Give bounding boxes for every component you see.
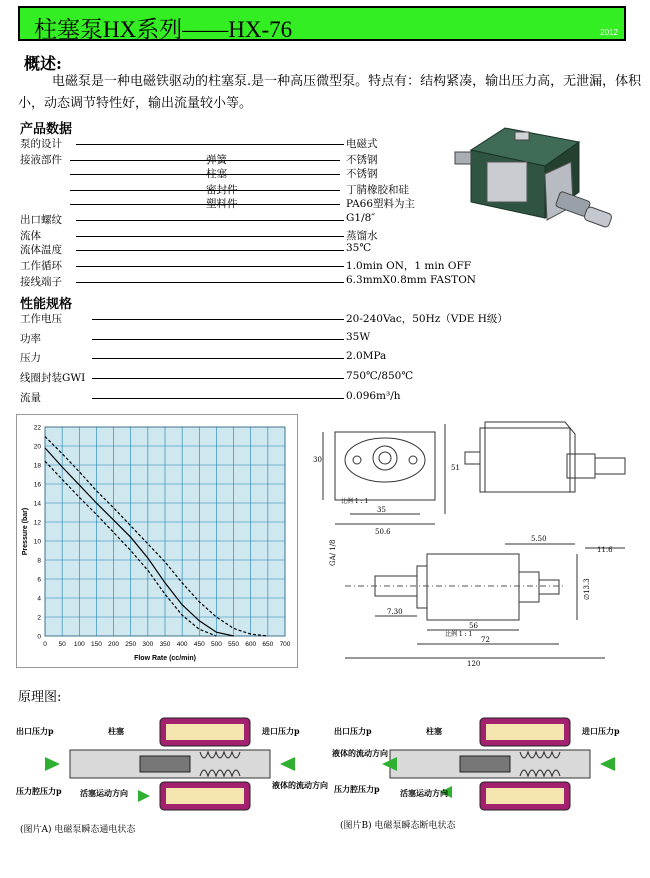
spec-value: G1/8″ <box>346 212 376 224</box>
y-tick-label: 2 <box>37 614 41 622</box>
y-tick-label: 0 <box>37 633 41 641</box>
performance-heading: 性能规格 <box>20 297 73 312</box>
page-title: 柱塞泵HX系列——HX-76 <box>34 17 293 42</box>
scale-label-front: 比例 1 : 1 <box>341 498 369 505</box>
leader-line <box>70 204 340 205</box>
y-tick-label: 18 <box>33 462 41 470</box>
leader-line <box>76 250 344 251</box>
spec-label: 接液部件 <box>20 154 62 166</box>
spec-label: 工作循环 <box>20 260 62 272</box>
b-chamber-label: 压力腔压力p <box>334 784 380 794</box>
x-tick-label: 100 <box>73 641 85 648</box>
x-tick-label: 0 <box>43 641 47 648</box>
y-tick-label: 20 <box>33 443 41 451</box>
a-chamber-label: 压力腔压力p <box>16 786 62 796</box>
dim-7-30: 7.30 <box>387 608 403 616</box>
spec-value: 6.3mmX0.8mm FASTON <box>346 274 476 286</box>
x-tick-label: 50 <box>58 641 66 648</box>
dim-11-6: 11.6 <box>597 546 613 554</box>
perf-value: 35W <box>346 331 371 343</box>
x-tick-label: 350 <box>159 641 171 648</box>
x-tick-label: 500 <box>210 641 222 648</box>
a-flow-label: 液体的流动方向 <box>272 780 328 790</box>
a-plunger-label: 柱塞 <box>108 726 124 736</box>
leader-line <box>70 190 340 191</box>
spec-value: 丁腈橡胶和硅 <box>346 184 409 196</box>
x-tick-label: 200 <box>108 641 120 648</box>
year-label: 2012 <box>600 28 618 37</box>
x-tick-label: 300 <box>142 641 154 648</box>
leader-line <box>92 339 344 340</box>
chart-svg <box>17 415 297 667</box>
pressure-flow-chart <box>16 414 298 668</box>
y-tick-label: 6 <box>37 576 41 584</box>
y-tick-label: 14 <box>33 500 41 508</box>
perf-label: 工作电压 <box>20 313 62 325</box>
perf-value: 750℃/850℃ <box>346 370 414 382</box>
leader-line <box>76 266 344 267</box>
caption-b: (图片B) 电磁泵瞬态断电状态 <box>340 821 456 831</box>
dim-120: 120 <box>467 660 481 668</box>
dim-50-6: 50.6 <box>375 528 391 536</box>
spec-sublabel: 弹簧 <box>206 154 227 166</box>
spec-sublabel: 密封件 <box>206 184 238 196</box>
x-tick-label: 250 <box>125 641 137 648</box>
perf-label: 压力 <box>20 352 41 364</box>
x-tick-label: 550 <box>228 641 240 648</box>
spec-value: 不锈钢 <box>346 154 378 166</box>
spec-value: 35℃ <box>346 242 372 254</box>
spec-value: PA66塑料为主 <box>346 198 416 210</box>
spec-label: 流体 <box>20 230 41 242</box>
dim-5-50: 5.50 <box>531 535 547 543</box>
spec-value: 不锈钢 <box>346 168 378 180</box>
spec-label: 接线端子 <box>20 276 62 288</box>
b-outlet-label: 出口压力p <box>334 726 372 736</box>
spec-label: 流体温度 <box>20 244 62 256</box>
spec-label: 泵的设计 <box>20 138 62 150</box>
spec-label: 出口螺纹 <box>20 214 62 226</box>
y-tick-label: 4 <box>37 595 41 603</box>
spec-value: 蒸馏水 <box>346 230 378 242</box>
caption-a: (图片A) 电磁泵瞬态通电状态 <box>20 825 136 835</box>
spec-value: 电磁式 <box>346 138 378 150</box>
leader-line <box>76 282 344 283</box>
dim-ga: GA/ 1/8 <box>329 539 337 566</box>
perf-value: 0.096m³/h <box>346 390 401 402</box>
b-plunger-label: 柱塞 <box>426 726 442 736</box>
y-axis-label: Pressure (bar) <box>22 507 29 556</box>
x-tick-label: 150 <box>90 641 102 648</box>
perf-label: 流量 <box>20 392 41 404</box>
y-tick-label: 12 <box>33 519 41 527</box>
b-flow-label: 液体的流动方向 <box>332 748 388 758</box>
dim-30: 30 <box>313 456 322 464</box>
x-tick-label: 650 <box>262 641 274 648</box>
title-banner <box>18 6 626 41</box>
overview-text: 电磁泵是一种电磁铁驱动的柱塞泵.是一种高压微型泵。特点有：结构紧凑，输出压力高，无泄漏，体积小，动态调节特性好，输出流量较小等。 <box>18 74 642 111</box>
leader-line <box>76 236 344 237</box>
spec-value: 1.0min ON，1 min OFF <box>346 260 472 272</box>
y-tick-label: 16 <box>33 481 41 489</box>
dim-51: 51 <box>451 464 460 472</box>
leader-line <box>92 358 344 359</box>
x-tick-label: 400 <box>176 641 188 648</box>
principle-heading: 原理图: <box>18 690 62 705</box>
leader-line <box>70 174 340 175</box>
leader-line <box>76 220 344 221</box>
dim-13-3: ∅13.3 <box>583 578 591 600</box>
leader-line <box>92 398 344 399</box>
a-outlet-label: 出口压力p <box>16 726 54 736</box>
dim-72: 72 <box>481 636 490 644</box>
x-tick-label: 450 <box>193 641 205 648</box>
b-motion-label: 活塞运动方向 <box>400 788 448 798</box>
dim-56: 56 <box>469 622 478 630</box>
product-data-heading: 产品数据 <box>20 122 73 137</box>
dimension-drawing <box>305 414 650 670</box>
y-tick-label: 10 <box>33 538 41 546</box>
leader-line <box>70 160 340 161</box>
perf-value: 2.0MPa <box>346 350 387 362</box>
leader-line <box>92 378 344 379</box>
leader-line <box>76 144 344 145</box>
spec-sublabel: 柱塞 <box>206 168 227 180</box>
scale-label-side: 比例 1 : 1 <box>445 631 473 638</box>
perspective-view <box>465 422 625 492</box>
y-tick-label: 22 <box>33 424 41 432</box>
x-axis-label: Flow Rate (cc/min) <box>134 655 196 662</box>
a-inlet-label: 进口压力p <box>262 726 300 736</box>
leader-line <box>92 319 344 320</box>
x-tick-label: 600 <box>245 641 257 648</box>
perf-label: 线圈封装GWI <box>20 372 86 384</box>
dim-35: 35 <box>377 506 386 514</box>
overview-heading: 概述: <box>24 54 62 73</box>
spec-sublabel: 塑料件 <box>206 198 238 210</box>
perf-label: 功率 <box>20 333 41 345</box>
x-tick-label: 700 <box>279 641 291 648</box>
principle-diagrams <box>10 712 650 816</box>
b-inlet-label: 进口压力p <box>582 726 620 736</box>
a-motion-label: 活塞运动方向 <box>80 788 128 798</box>
perf-value: 20-240Vac，50Hz（VDE H级） <box>346 313 508 325</box>
pump-photo <box>445 122 625 242</box>
y-tick-label: 8 <box>37 557 41 565</box>
